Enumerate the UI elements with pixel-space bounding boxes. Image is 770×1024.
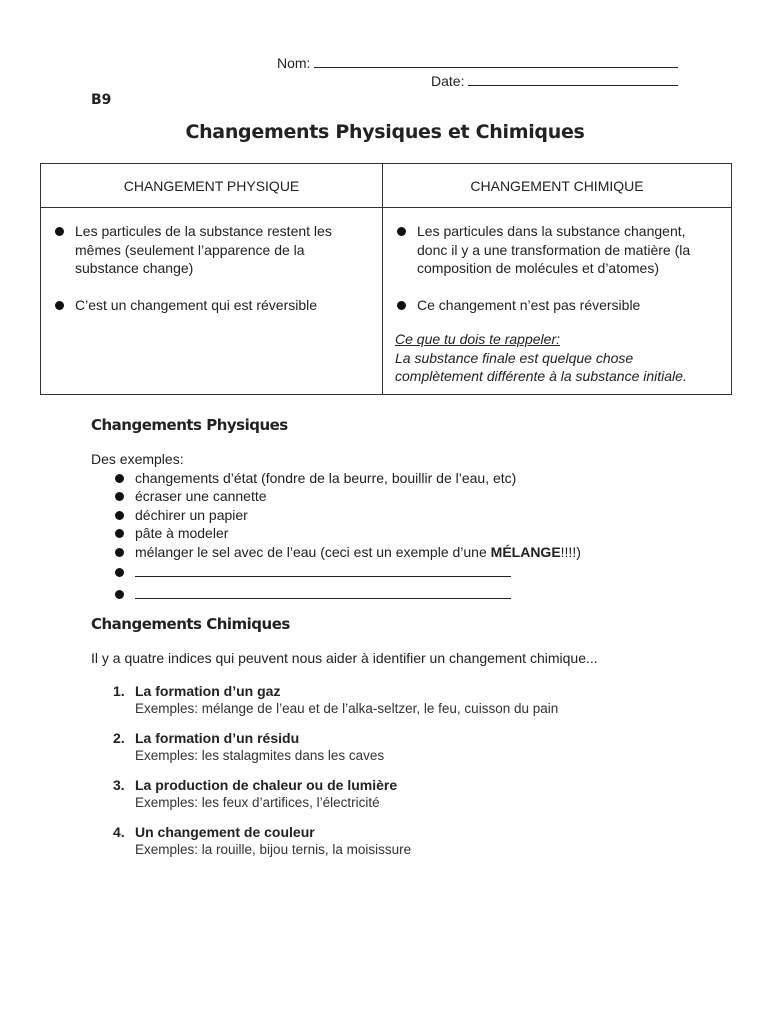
remember-heading: Ce que tu dois te rappeler: — [395, 331, 560, 347]
clue-example: Exemples: les feux d’artifices, l’électricité — [135, 795, 380, 810]
physical-column-header: CHANGEMENT PHYSIQUE — [41, 164, 383, 208]
physical-examples-intro: Des exemples: — [91, 451, 184, 467]
worksheet-code: B9 — [91, 92, 112, 108]
date-label: Date: — [431, 73, 465, 89]
blank-example-line[interactable] — [113, 563, 731, 582]
clue-item — [113, 823, 713, 859]
chemical-point-particles: Les particules dans la substance changent, donc il y a une transformation de matière (la composition de molécules et d’atomes) — [395, 222, 719, 278]
physical-point-reversible: C’est un changement qui est réversible — [53, 296, 370, 315]
remember-note — [395, 330, 719, 386]
clues-list — [113, 682, 713, 859]
physical-section-body — [91, 450, 731, 603]
clue-example: Exemples: mélange de l’eau et de l’alka-seltzer, le feu, cuisson du pain — [135, 701, 559, 716]
name-field[interactable] — [277, 55, 678, 71]
physical-examples-list — [113, 469, 731, 604]
chemical-column-header: CHANGEMENT CHIMIQUE — [383, 164, 732, 208]
physical-point-particles: Les particules de la substance restent les mêmes (seulement l’apparence de la substance change) — [53, 222, 370, 278]
list-item: déchirer un papier — [113, 506, 731, 525]
list-item: pâte à modeler — [113, 524, 731, 543]
chemical-section-heading: Changements Chimiques — [91, 615, 290, 633]
chemical-intro: Il y a quatre indices qui peuvent nous aider à identifier un changement chimique... — [91, 650, 598, 666]
chemical-point-irreversible: Ce changement n’est pas réversible — [395, 296, 719, 315]
clue-example: Exemples: les stalagmites dans les caves — [135, 748, 385, 763]
list-item-mixture — [113, 543, 731, 562]
clue-example: Exemples: la rouille, bijou ternis, la moisissure — [135, 842, 412, 857]
list-item: écraser une cannette — [113, 487, 731, 506]
clue-number: 1. — [113, 683, 125, 699]
name-label: Nom: — [277, 55, 311, 71]
clue-title: La formation d’un résidu — [135, 730, 300, 746]
clue-number: 3. — [113, 777, 125, 793]
name-blank-line[interactable] — [314, 55, 678, 68]
clue-title: La production de chaleur ou de lumière — [135, 777, 398, 793]
mixture-exclaim: !!!!) — [560, 543, 581, 560]
clue-item — [113, 729, 713, 765]
remember-text: La substance finale est quelque chose complètement différente à la substance initiale. — [395, 349, 687, 384]
mixture-keyword: MÉLANGE — [490, 543, 561, 560]
date-blank-line[interactable] — [468, 73, 678, 86]
comparison-table — [40, 163, 732, 395]
clue-number: 4. — [113, 824, 125, 840]
clue-number: 2. — [113, 730, 125, 746]
chemical-column-cell — [383, 208, 732, 395]
page-title: Changements Physiques et Chimiques — [185, 121, 585, 143]
blank-example-line[interactable] — [113, 585, 731, 604]
physical-column-cell — [41, 208, 383, 395]
clue-item — [113, 776, 713, 812]
chemical-clues — [113, 682, 713, 870]
clue-item — [113, 682, 713, 718]
list-item: changements d’état (fondre de la beurre, bouillir de l’eau, etc) — [113, 469, 731, 488]
clue-title: La formation d’un gaz — [135, 683, 281, 699]
clue-title: Un changement de couleur — [135, 824, 315, 840]
physical-section-heading: Changements Physiques — [91, 416, 288, 434]
date-field[interactable] — [431, 73, 678, 89]
mixture-text: mélanger le sel avec de l’eau (ceci est un exemple d’une — [135, 543, 491, 560]
